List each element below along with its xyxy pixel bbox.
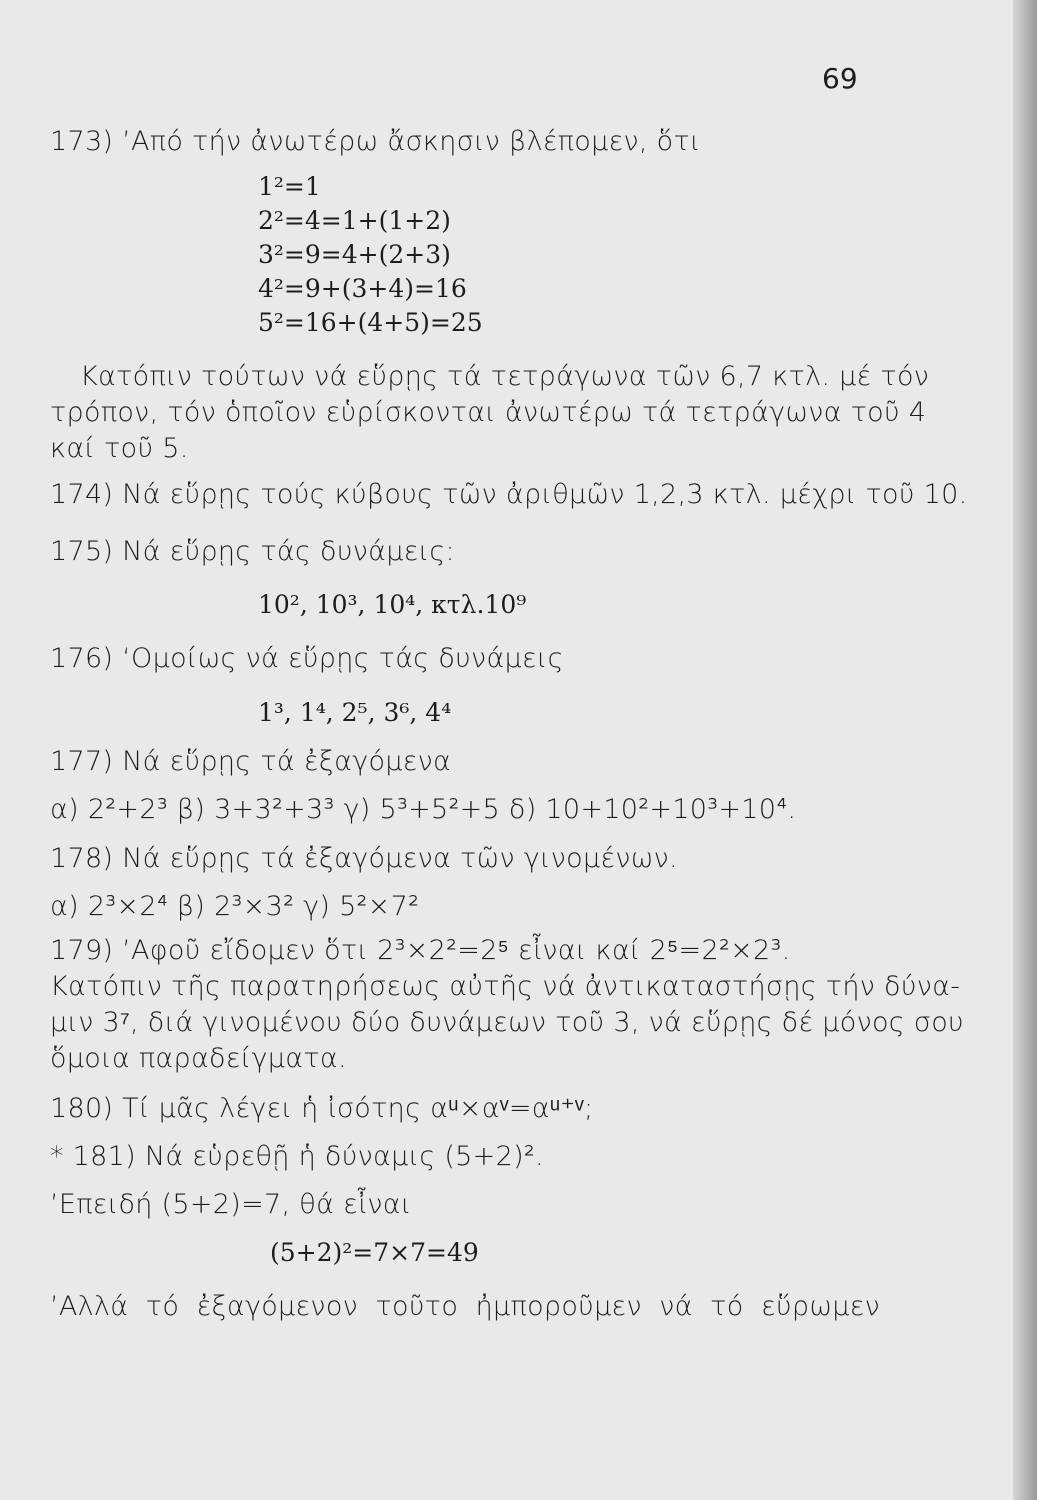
paragraph-line: τρόπον, τόν ὁποῖον εὑρίσκονται ἀνωτέρω τά τετράγωνα τοῦ 4	[50, 397, 927, 428]
exercise-177-items: α) 2²+2³ β) 3+3²+3³ γ) 5³+5²+5 δ) 10+10²+10³+10⁴.	[50, 794, 797, 825]
equation-line: (5+2)²=7×7=49	[270, 1238, 479, 1267]
equation-line: 5²=16+(4+5)=25	[258, 308, 483, 337]
exercise-173-heading: 173) ’Από τήν ἀνωτέρω ἄσκησιν βλέπομεν, ὅτι	[50, 126, 701, 157]
paragraph-line: Κατόπιν τούτων νά εὕρῃς τά τετράγωνα τῶν 6,7 κτλ. μέ τόν	[80, 361, 930, 392]
paragraph-line: Κατόπιν τῆς παρατηρήσεως αὐτῆς νά ἀντικαταστήσῃς τήν δύνα-	[50, 971, 961, 1002]
exercise-179: 179) ’Αφοῦ εἴδομεν ὅτι 2³×2²=2⁵ εἶναι καί 2⁵=2²×2³.	[50, 935, 791, 966]
exercise-178-items: α) 2³×2⁴ β) 2³×3² γ) 5²×7²	[50, 891, 420, 922]
exercise-176: 176) ‘Ομοίως νά εὕρῃς τάς δυνάμεις	[50, 643, 564, 674]
exercise-174: 174) Νά εὕρῃς τούς κύβους τῶν ἀριθμῶν 1,2,3 κτλ. μέχρι τοῦ 10.	[50, 479, 968, 510]
exercise-181: * 181) Νά εὑρεθῇ ἡ δύναμις (5+2)².	[50, 1141, 544, 1172]
equation-line: 2²=4=1+(1+2)	[258, 206, 451, 235]
paragraph-line: μιν 3⁷, διά γινομένου δύο δυνάμεων τοῦ 3, νά εὕρῃς δέ μόνος σου	[50, 1007, 964, 1038]
page-edge-shadow	[1013, 0, 1037, 1500]
paragraph-line: ’Επειδή (5+2)=7, θά εἶναι	[50, 1189, 412, 1220]
powers-line: 1³, 1⁴, 2⁵, 3⁶, 4⁴	[258, 698, 452, 727]
powers-line: 10², 10³, 10⁴, κτλ.10⁹	[258, 590, 527, 619]
paragraph-line: ὅμοια παραδείγματα.	[50, 1043, 347, 1074]
paragraph-line: ’Αλλά τό ἐξαγόμενον τοῦτο ἠμποροῦμεν νά τό εὕρωμεν	[50, 1291, 880, 1322]
exercise-175: 175) Νά εὕρῃς τάς δυνάμεις:	[50, 536, 455, 567]
paragraph-line: καί τοῦ 5.	[50, 433, 189, 464]
page-number: 69	[822, 62, 858, 95]
exercise-178: 178) Νά εὕρῃς τά ἐξαγόμενα τῶν γινομένων.	[50, 843, 678, 874]
exercise-177: 177) Νά εὕρῃς τά ἐξαγόμενα	[50, 746, 452, 777]
exercise-180: 180) Τί μᾶς λέγει ἡ ἰσότης αᵘ×αᵛ=αᵘ⁺ᵛ;	[50, 1093, 594, 1124]
equation-line: 4²=9+(3+4)=16	[258, 274, 467, 303]
equation-line: 3²=9=4+(2+3)	[258, 240, 451, 269]
equation-line: 1²=1	[258, 172, 321, 201]
